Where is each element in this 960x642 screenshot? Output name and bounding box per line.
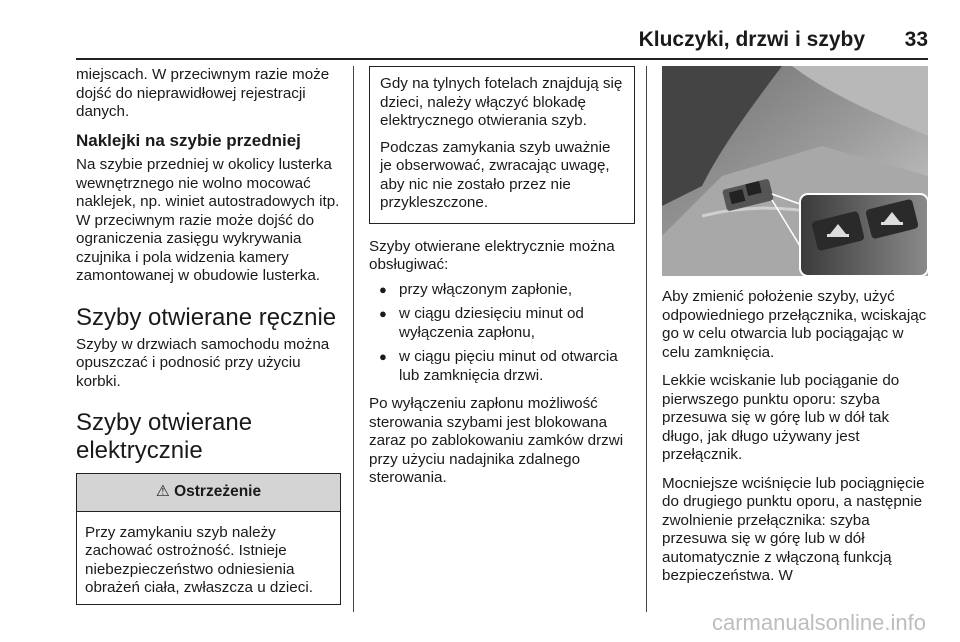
warning-header <box>77 474 340 512</box>
column-divider-1 <box>353 66 354 612</box>
section-title-manual-windows: Szyby otwierane ręcznie <box>76 303 337 331</box>
col1-section2-text: Szyby w drzwiach samochodu można opuszczać i podnosić przy użyciu korbki. <box>76 335 330 390</box>
col3-paragraph-1: Aby zmienić położenie szyby, użyć odpowiedniego przełącznika, wciskając go w celu otwarcia lub pociągając w celu zamknięcia. <box>662 288 927 361</box>
warning-triangle-icon: ⚠ <box>155 483 170 500</box>
col1-intro: miejscach. W przeciwnym razie może dojść do nieprawidłowej rejestracji danych. <box>76 66 330 120</box>
col2-intro: Szyby otwierane elektrycznie można obsługiwać: <box>369 237 615 273</box>
col1-section1-text: Na szybie przedniej w okolicy lusterka wewnętrznego nie wolno mocować naklejek, np. winiet autostradowych itp. W przeciwnym razie może dojść do ograniczenia zasięgu wykrywania czujnika i pola widzenia kamery zamontowanej w obudowie lusterka. <box>76 156 340 284</box>
list-item: ● w ciągu pięciu minut od otwarcia lub zamknięcia drzwi. <box>369 348 635 385</box>
running-header-title: Kluczyki, drzwi i szyby <box>638 28 865 51</box>
warning-title: Ostrzeżenie <box>174 483 262 500</box>
col3-paragraph-2: Lekkie wciskanie lub pociąganie do pierwszego punktu oporu: szyba przesuwa się w górę lub w dół tak długo, jak długo używany jest przełącznik. <box>662 372 900 463</box>
column-3 <box>662 288 928 596</box>
watermark: carmanualsonline.info <box>711 610 926 635</box>
column-divider-2 <box>646 66 647 612</box>
conditions-list <box>369 281 635 386</box>
note-paragraph-2: Podczas zamykania szyb uważnie je obserwować, zwracając uwagę, aby nic nie zostało przez nie przykleszczone. <box>380 138 611 211</box>
col2-outro: Po wyłączeniu zapłonu możliwość sterowania szybami jest blokowana zaraz po zablokowaniu zamków drzwi przy użyciu nadajnika zdalnego sterowania. <box>369 395 624 486</box>
col3-paragraph-3: Mocniejsze wciśnięcie lub pociągnięcie do drugiego punktu oporu, a następnie zwolnienie przełącznika: szyba przesuwa się w górę lub w dół automatycznie z włączoną funkcją bezpieczeństwa. W <box>662 474 925 584</box>
note-paragraph-1: Gdy na tylnych fotelach znajdują się dzieci, należy włączyć blokadę elektrycznego otwierania szyb. <box>380 75 623 129</box>
note-box <box>369 66 635 224</box>
window-switch-photo <box>662 66 928 276</box>
warning-text: Przy zamykaniu szyb należy zachować ostrożność. Istnieje niebezpieczeństwo odniesienia obrażeń ciała, zwłaszcza u dzieci. <box>85 523 313 596</box>
column-2 <box>369 66 635 498</box>
column-1 <box>76 66 341 605</box>
list-item: ● w ciągu dziesięciu minut od wyłączenia zapłonu, <box>369 305 635 342</box>
list-item: ● przy włączonym zapłonie, <box>369 281 635 300</box>
window-switch-illustration <box>662 66 928 276</box>
warning-box <box>76 473 341 605</box>
section-title-windshield-stickers: Naklejki na szybie przedniej <box>76 130 301 150</box>
header-divider <box>76 58 928 60</box>
page-number: 33 <box>904 28 928 51</box>
section-title-power-windows: Szyby otwierane elektrycznie <box>76 409 253 464</box>
